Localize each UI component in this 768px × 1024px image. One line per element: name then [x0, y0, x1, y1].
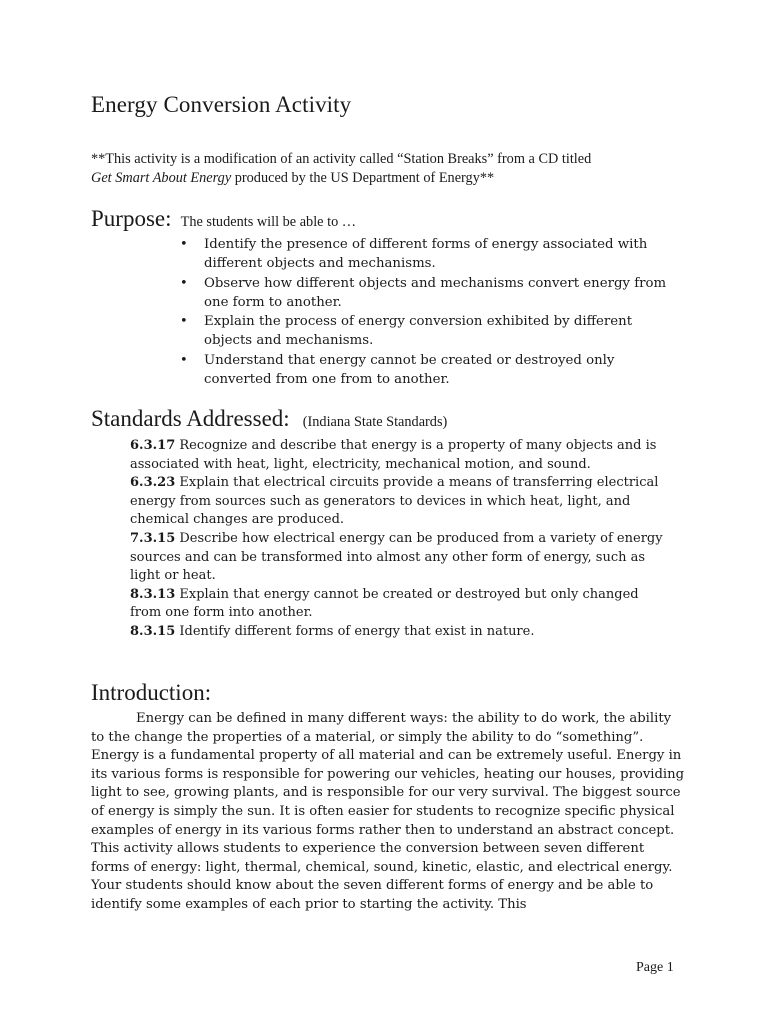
page-number: Page 1	[636, 960, 674, 975]
bullet-icon: •	[180, 314, 188, 329]
standard-code: 6.3.23	[130, 475, 176, 491]
introduction-heading-row	[91, 680, 211, 706]
standard-item	[130, 474, 670, 530]
standard-code: 7.3.15	[130, 530, 176, 546]
purpose-heading: Purpose:	[91, 206, 172, 231]
document-title: Energy Conversion Activity	[91, 92, 352, 117]
list-item	[180, 235, 674, 273]
purpose-list	[180, 235, 674, 389]
standard-item	[130, 530, 670, 586]
standard-text: Identify different forms of energy that exist in nature.	[179, 623, 535, 639]
standards-heading-row	[91, 406, 447, 432]
list-item	[180, 274, 674, 312]
source-note-text-end: produced by the US Department of Energy**	[231, 169, 495, 186]
purpose-item-text: Understand that energy cannot be created or destroyed only converted from one from to another.	[204, 352, 615, 387]
purpose-item-text: Explain the process of energy conversion exhibited by different objects and mechanisms.	[204, 314, 633, 348]
standards-note: (Indiana State Standards)	[302, 414, 448, 430]
standard-text: Recognize and describe that energy is a property of many objects and is associated with heat, light, electricity, mechanical motion, and sound.	[130, 438, 657, 472]
source-note-text: **This activity is a modification of an activity called “Station Breaks” from a CD titled	[91, 151, 592, 167]
standard-item	[130, 586, 670, 623]
list-item	[180, 312, 674, 350]
bullet-icon: •	[180, 275, 188, 291]
standard-text: Explain that energy cannot be created or destroyed but only changed from one form into another.	[130, 586, 639, 621]
standard-text: Explain that electrical circuits provide a means of transferring electrical energy from sources such as generators to devices in which heat, light, and chemical changes are produced.	[130, 475, 659, 528]
purpose-item-text: Identify the presence of different forms of energy associated with different objects and mechanisms.	[204, 237, 648, 271]
standards-heading: Standards Addressed:	[91, 406, 290, 431]
introduction-paragraph: Energy can be defined in many different ways: the ability to do work, the ability to the change the properties of a material, or simply the ability to do “something”. Energy is a fundamental property of all material and can be extremely useful. Energy in its various forms is responsible for powering our vehicles, heating our houses, providing light to see, growing plants, and is responsible for our very survival. The biggest source of energy is simply the sun. It is often easier for students to recognize specific physical examples of energy in its various forms rather then to understand an abstract concept. This activity allows students to experience the conversion between seven different forms of energy: light, thermal, chemical, sound, kinetic, elastic, and electrical energy. Your students should know about the seven different forms of energy and be able to identify some examples of each prior to starting the activity. This	[91, 711, 685, 912]
source-note-italic-title: Get Smart About Energy	[91, 169, 232, 186]
purpose-lead: The students will be able to …	[180, 214, 357, 230]
standard-item	[130, 437, 670, 474]
list-item	[180, 351, 674, 389]
standard-text: Describe how electrical energy can be produced from a variety of energy sources and can be transformed into almost any other form of energy, such as light or heat.	[130, 530, 663, 584]
introduction-heading: Introduction:	[91, 680, 212, 705]
bullet-icon: •	[180, 237, 188, 252]
source-note	[91, 150, 691, 187]
standards-list	[130, 437, 670, 642]
standard-code: 8.3.13	[130, 586, 176, 602]
standard-code: 8.3.15	[130, 623, 176, 639]
standard-code: 6.3.17	[130, 438, 176, 453]
bullet-icon: •	[180, 352, 188, 368]
purpose-heading-row	[91, 206, 356, 232]
standard-item	[130, 623, 670, 642]
purpose-item-text: Observe how different objects and mechanisms convert energy from one form to another.	[204, 275, 667, 310]
